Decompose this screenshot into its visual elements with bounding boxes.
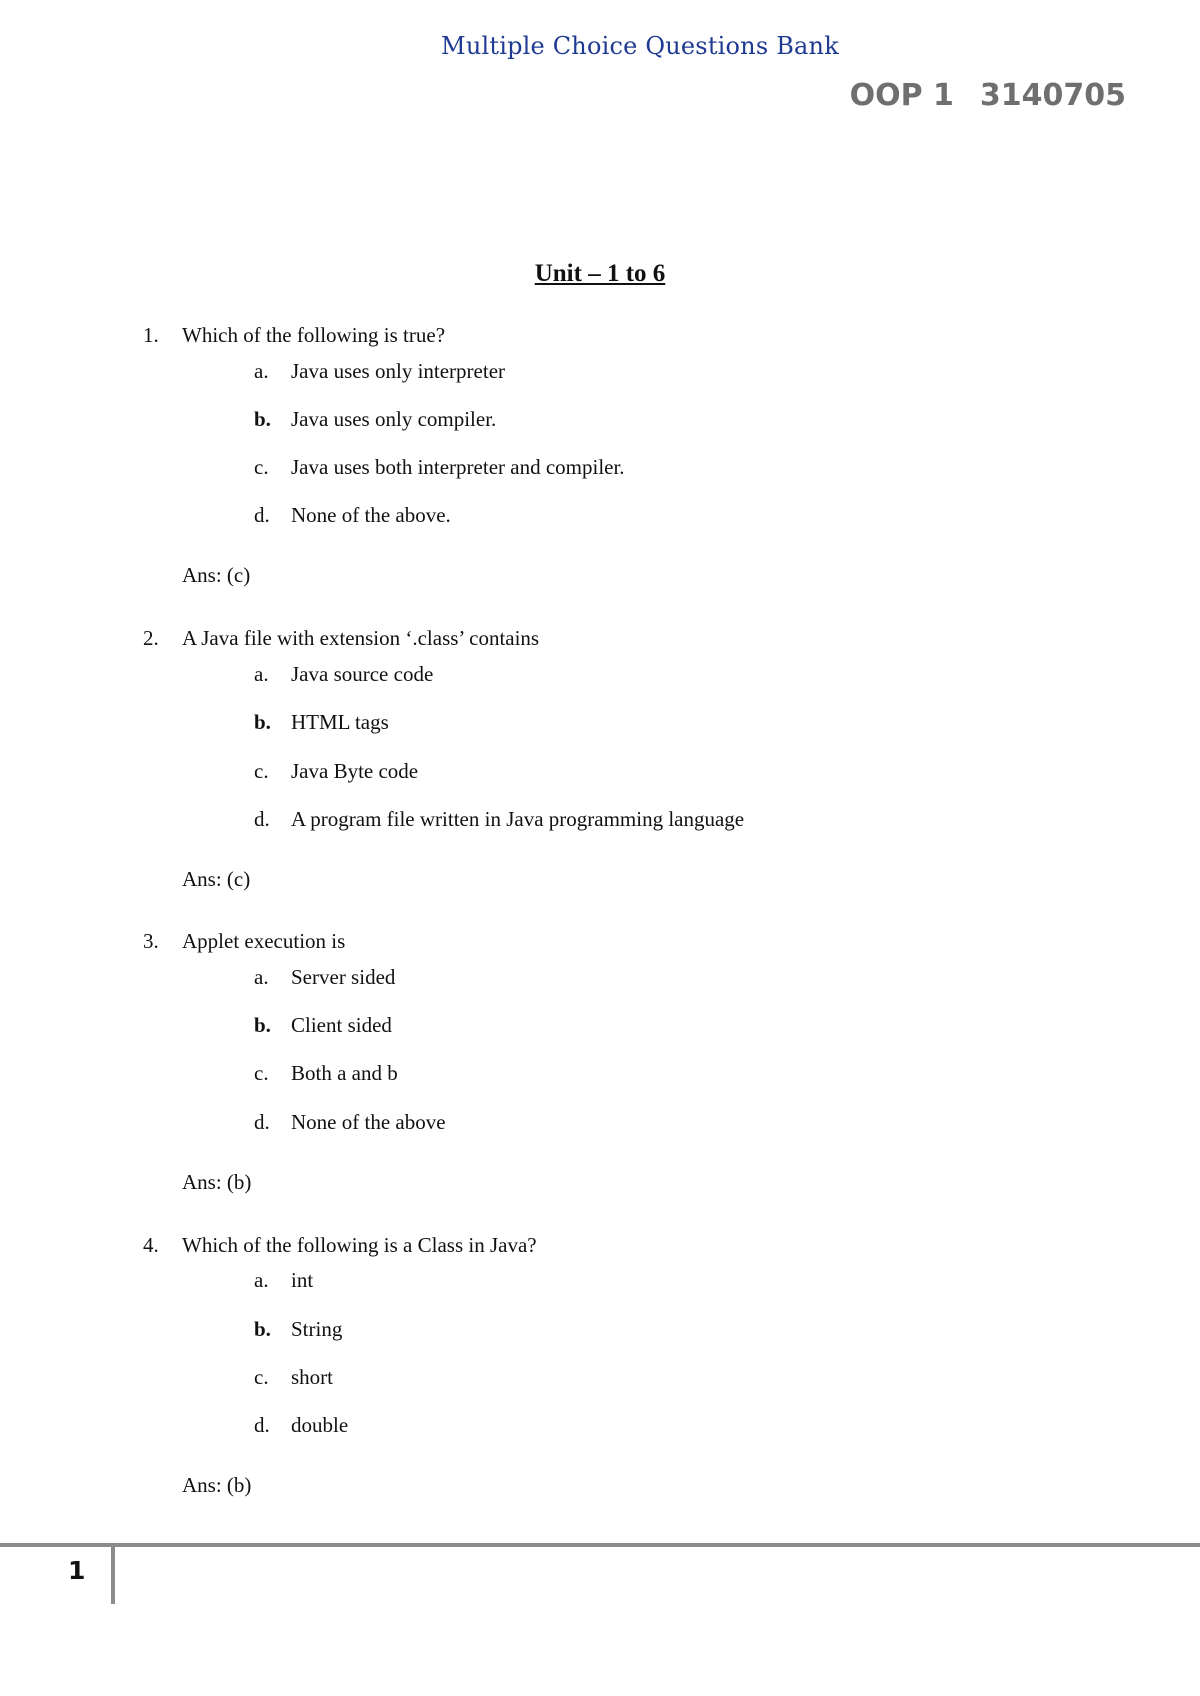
subject-code: 3140705 — [979, 78, 1126, 113]
option-text: A program file written in Java programming language — [291, 807, 745, 831]
option-letter: a. — [254, 965, 269, 989]
course-name: OOP 1 — [849, 78, 954, 113]
question-text: Which of the following is true? — [182, 323, 446, 347]
option-letter: a. — [254, 359, 269, 383]
option-letter: a. — [254, 662, 269, 686]
option-letter: d. — [254, 503, 270, 527]
answer: Ans: (b) — [182, 1473, 252, 1497]
question-number: 2. — [143, 626, 159, 650]
option-letter: c. — [254, 1061, 269, 1085]
option-letter: b. — [254, 710, 271, 734]
footer-rule — [0, 1543, 1200, 1547]
question-text: Applet execution is — [182, 929, 346, 953]
question-text: A Java file with extension ‘.class’ contains — [182, 626, 540, 650]
option-letter: c. — [254, 455, 269, 479]
option-text: Both a and b — [291, 1061, 398, 1085]
option-text: Java uses only compiler. — [291, 407, 497, 431]
unit-title: Unit – 1 to 6 — [534, 260, 666, 287]
option-text: double — [291, 1413, 349, 1437]
answer: Ans: (c) — [182, 867, 251, 891]
option-text: HTML tags — [291, 710, 389, 734]
option-text: None of the above. — [291, 503, 451, 527]
answer: Ans: (c) — [182, 563, 251, 587]
option-text: String — [291, 1317, 343, 1341]
footer-divider — [111, 1546, 115, 1604]
question-text: Which of the following is a Class in Java? — [182, 1233, 537, 1257]
option-text: Java Byte code — [291, 759, 419, 783]
option-letter: d. — [254, 807, 270, 831]
question-number: 3. — [143, 929, 159, 953]
option-letter: d. — [254, 1110, 270, 1134]
option-letter: a. — [254, 1268, 269, 1292]
option-text: Java uses both interpreter and compiler. — [291, 455, 625, 479]
header-title: Multiple Choice Questions Bank — [441, 32, 839, 60]
option-letter: c. — [254, 759, 269, 783]
option-letter: c. — [254, 1365, 269, 1389]
question-number: 1. — [143, 323, 159, 347]
option-letter: b. — [254, 1013, 271, 1037]
option-text: int — [291, 1268, 314, 1292]
option-text: Java uses only interpreter — [291, 359, 506, 383]
option-letter: b. — [254, 1317, 271, 1341]
option-text: Java source code — [291, 662, 434, 686]
course-code — [850, 78, 1126, 113]
option-letter: d. — [254, 1413, 270, 1437]
option-text: Client sided — [291, 1013, 392, 1037]
answer: Ans: (b) — [182, 1170, 252, 1194]
page-number: 1 — [68, 1556, 86, 1585]
option-text: Server sided — [291, 965, 396, 989]
option-text: None of the above — [291, 1110, 446, 1134]
option-text: short — [291, 1365, 333, 1389]
option-letter: b. — [254, 407, 271, 431]
question-number: 4. — [143, 1233, 159, 1257]
